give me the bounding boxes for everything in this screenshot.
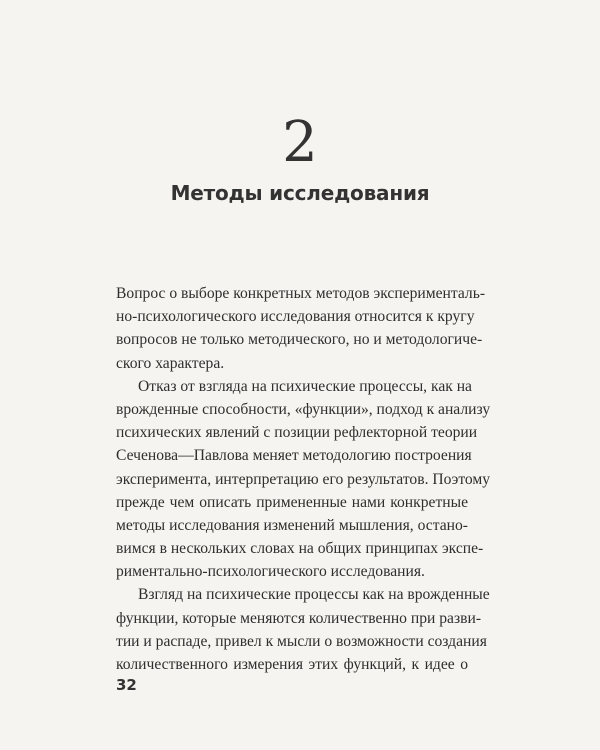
- text-line: методы исследования изменений мышления, остано-: [116, 516, 468, 534]
- text-line: психических явлений с позиции рефлекторной теории: [116, 424, 478, 442]
- text-line: ского характера.: [116, 354, 225, 372]
- paragraph: [116, 375, 491, 584]
- text-line: вопросов не только методического, но и методологиче-: [116, 331, 483, 349]
- chapter-title: Методы исследования: [170, 181, 430, 205]
- text-line: вимся в нескольких словах на общих принципах экспе-: [116, 540, 484, 558]
- text-line: Вопрос о выборе конкретных методов эксперименталь-: [116, 285, 486, 302]
- paragraph: [116, 583, 490, 676]
- chapter-number: 2: [282, 110, 318, 175]
- text-line: тии и распаде, привел к мысли о возможности создания: [116, 632, 487, 650]
- page-number: 32: [116, 676, 137, 694]
- text-line: функции, которые меняются количественно при разви-: [116, 609, 482, 627]
- text-line: Взгляд на психические процессы как на врожденные: [138, 586, 490, 604]
- text-line: врожденные способности, «функции», подход к анализу: [116, 400, 491, 418]
- body-text: [116, 282, 491, 676]
- text-line: риментально-психологического исследования.: [116, 563, 425, 581]
- text-line: но-психологического исследования относится к кругу: [116, 308, 475, 326]
- paragraph: [116, 282, 486, 375]
- text-line: эксперимента, интерпретацию его результатов. Поэтому: [116, 470, 491, 488]
- text-line: количественного измерения этих функций, к идее о: [116, 656, 468, 673]
- text-line: Отказ от взгляда на психические процессы, как на: [138, 377, 472, 395]
- text-line: прежде чем описать примененные нами конкретные: [116, 493, 468, 511]
- text-line: Сеченова—Павлова меняет методологию построения: [116, 447, 472, 465]
